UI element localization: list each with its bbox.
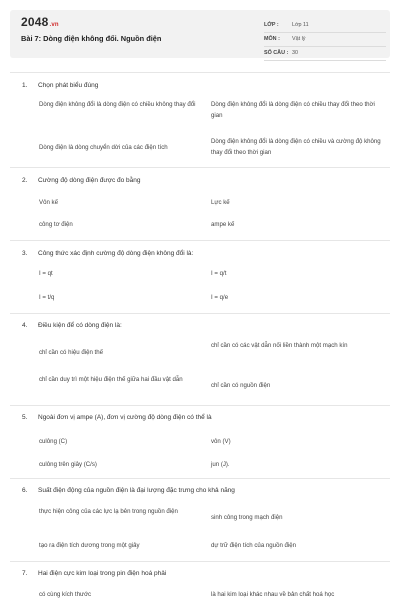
option-6a[interactable]: thực hiện công của các lực lạ bên trong nguồn điện (39, 508, 178, 515)
option-2b[interactable]: Lực kế (211, 199, 230, 206)
divider (10, 240, 390, 241)
meta-row-grade (264, 19, 386, 33)
question-number: 2. (22, 177, 28, 184)
meta-value-grade: Lớp 11 (292, 22, 309, 28)
site-logo[interactable] (21, 15, 59, 29)
question-3 (22, 250, 193, 257)
question-5 (22, 414, 212, 421)
question-2 (22, 177, 141, 184)
option-2a[interactable]: Vôn kế (39, 199, 58, 206)
divider (10, 405, 390, 406)
meta-value-subject: Vật lý (292, 36, 306, 42)
question-number: 6. (22, 487, 28, 494)
option-3c[interactable]: I = t/q (39, 294, 55, 301)
divider (10, 478, 390, 479)
question-number: 1. (22, 82, 28, 89)
worksheet-header (10, 10, 390, 58)
worksheet-meta (264, 19, 386, 61)
option-5d[interactable]: jun (J). (211, 461, 230, 468)
option-4d[interactable]: chỉ cần có nguồn điện (211, 382, 271, 389)
question-text: Hai điện cực kim loại trong pin điện hoá phải (38, 570, 167, 577)
option-7b[interactable]: là hai kim loại khác nhau về bản chất hoá học (211, 591, 335, 598)
option-7a[interactable]: có cùng kích thước (39, 591, 92, 598)
question-number: 5. (22, 414, 28, 421)
question-7 (22, 570, 166, 577)
option-4a[interactable]: chỉ cần có hiệu điện thế (39, 349, 104, 356)
question-text: Cường độ dòng điện được đo bằng (38, 177, 141, 184)
meta-row-count (264, 47, 386, 61)
question-text: Điều kiện để có dòng điện là: (38, 322, 122, 329)
option-4b[interactable]: chỉ cần có các vật dẫn nối liền thành một mạch kín (211, 342, 348, 349)
option-1c[interactable]: Dòng điện là dòng chuyển dời của các điện tích (39, 144, 168, 151)
divider (10, 72, 390, 73)
logo-text: 2048 (21, 15, 49, 29)
lesson-title: Bài 7: Dòng điện không đổi. Nguồn điện (21, 34, 162, 43)
option-6d[interactable]: dự trữ điện tích của nguồn điện (211, 542, 297, 549)
meta-value-count: 30 (292, 50, 298, 56)
option-3a[interactable]: I = qt (39, 270, 53, 277)
option-3b[interactable]: I = q/t (211, 270, 227, 277)
option-1b[interactable]: Dòng điện không đổi là dòng điện có chiều thay đổi theo thời gian (211, 101, 375, 119)
logo-suffix: .vn (49, 22, 59, 28)
divider (10, 313, 390, 314)
meta-row-subject (264, 33, 386, 47)
option-4c[interactable]: chỉ cần duy trì một hiệu điện thế giữa hai đầu vật dẫn (39, 376, 183, 383)
option-3d[interactable]: I = q/e (211, 294, 229, 301)
question-number: 4. (22, 322, 28, 329)
meta-label-grade: LỚP : (264, 22, 279, 28)
question-text: Công thức xác định cường độ dòng điện không đổi là: (38, 250, 194, 257)
question-text: Suất điện động của nguồn điện là đại lượng đặc trưng cho khả năng (38, 487, 235, 494)
question-number: 3. (22, 250, 28, 257)
option-1d[interactable]: Dòng điện không đổi là dòng điện có chiều và cường độ không thay đổi theo thời gian (211, 138, 381, 156)
option-5a[interactable]: culông (C) (39, 438, 68, 445)
option-5b[interactable]: vôn (V) (211, 438, 231, 445)
option-5c[interactable]: culông trên giây (C/s) (39, 461, 97, 468)
meta-label-subject: MÔN : (264, 36, 280, 42)
question-4 (22, 322, 122, 329)
question-text: Ngoài đơn vị ampe (A), đơn vị cường độ dòng điện có thể là (38, 414, 212, 421)
option-1a[interactable]: Dòng điện không đổi là dòng điện có chiều không thay đổi (39, 101, 196, 108)
option-6c[interactable]: tạo ra điện tích dương trong một giây (39, 542, 140, 549)
question-6 (22, 487, 235, 494)
question-number: 7. (22, 570, 28, 577)
option-6b[interactable]: sinh công trong mạch điện (211, 514, 283, 521)
question-text: Chọn phát biểu đúng (38, 82, 99, 89)
divider (10, 561, 390, 562)
question-1 (22, 82, 98, 89)
option-2d[interactable]: ampe kế (211, 221, 235, 228)
option-2c[interactable]: công tơ điện (39, 221, 73, 228)
divider (10, 167, 390, 168)
meta-label-count: SỐ CÂU : (264, 50, 289, 56)
